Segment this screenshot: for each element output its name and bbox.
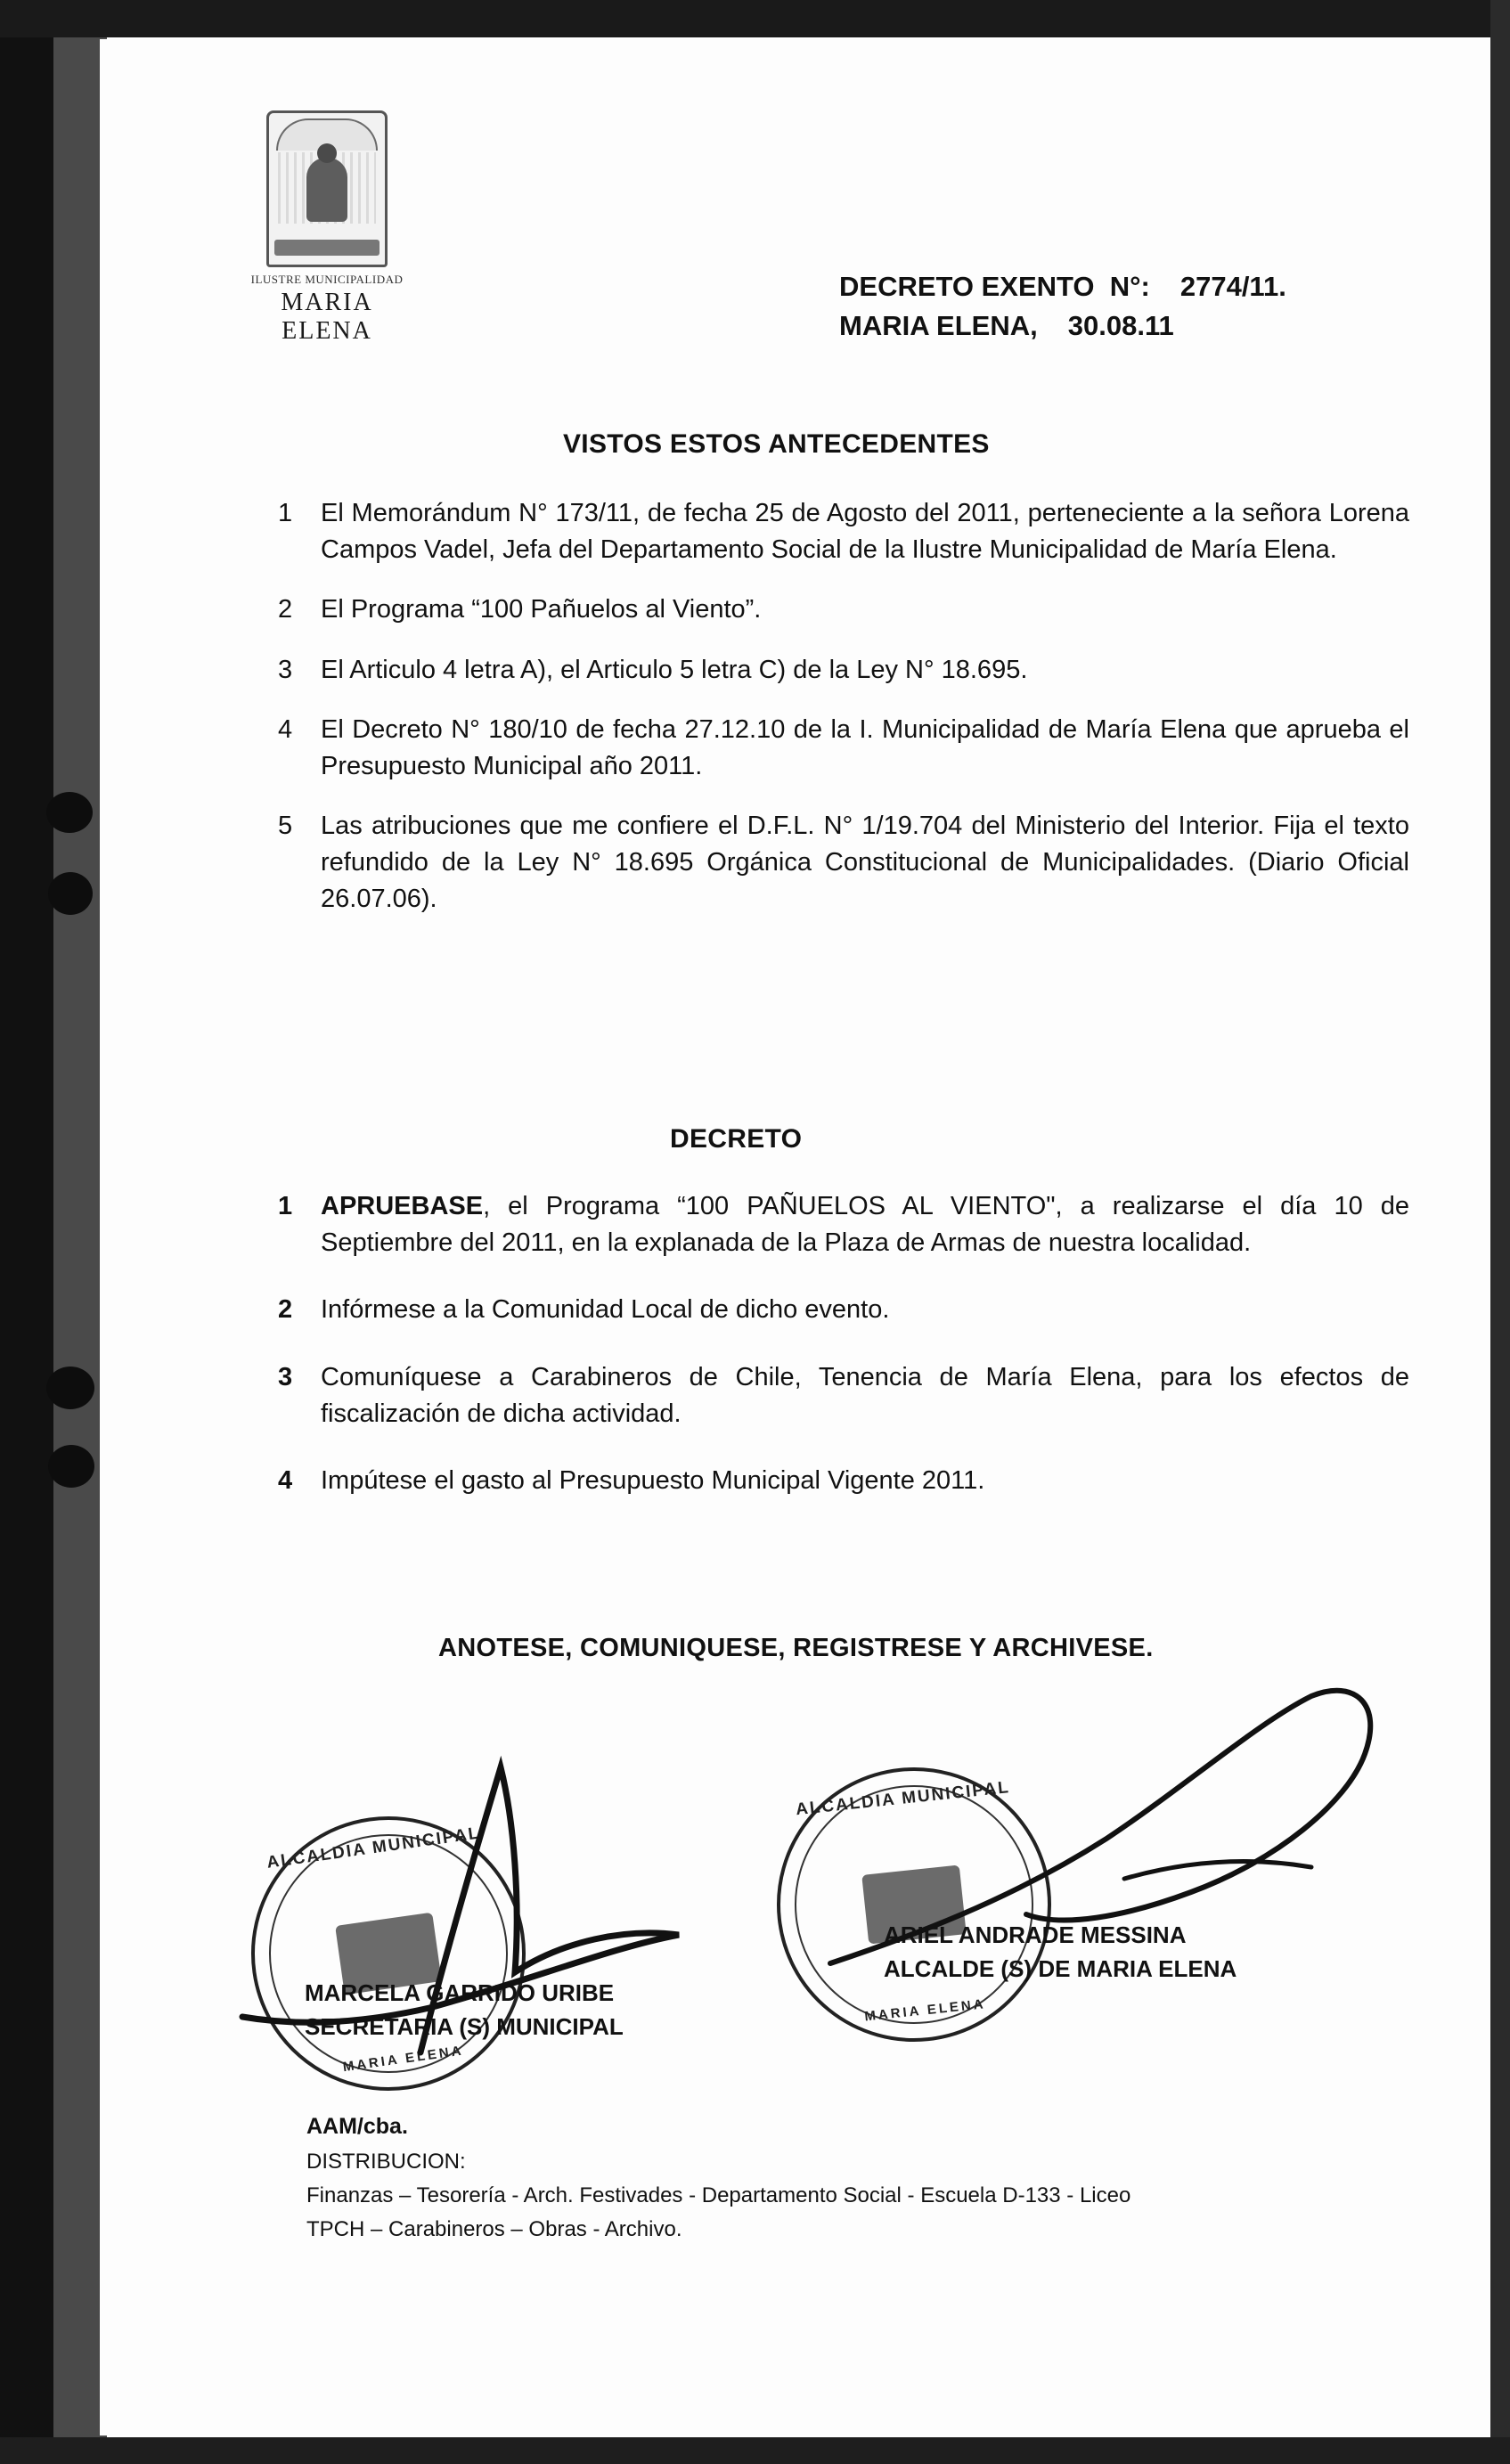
decreto-list [278, 1188, 1409, 1530]
list-item [278, 712, 1409, 785]
list-item [278, 1463, 1409, 1499]
punch-hole [48, 872, 93, 915]
municipal-stamp-icon [233, 1799, 543, 2109]
municipal-stamp-icon [763, 1754, 1065, 2056]
list-item-body: , el Programa “100 PAÑUELOS AL VIENTO", a realizarse el día 10 de Septiembre del 2011, en la explanada de la Plaza de Armas de nuestra localidad. [321, 1192, 1409, 1258]
scan-edge-right [1490, 0, 1510, 2464]
stamp-top-text: ALCALDIA MUNICIPAL [265, 1824, 482, 1872]
signature-name: ARIEL ANDRADE MESSINA [884, 1921, 1187, 1948]
list-item-number: 2 [278, 595, 293, 624]
decree-header [839, 271, 1286, 349]
punch-hole [46, 1367, 94, 1409]
list-item-number: 1 [278, 1192, 293, 1220]
scan-edge-top [0, 0, 1510, 37]
document-sheet [100, 39, 1490, 2435]
letterhead-municipality: MARIA ELENA [281, 289, 373, 345]
decreto-title: DECRETO [670, 1124, 803, 1154]
list-item-number: 3 [278, 1362, 293, 1391]
list-item-number: 2 [278, 1295, 293, 1325]
stamp-top-text: ALCALDIA MUNICIPAL [795, 1778, 1011, 1820]
decree-date: 30.08.11 [1067, 310, 1174, 341]
list-item [278, 1292, 1409, 1328]
list-item-text: Infórmese a la Comunidad Local de dicho evento. [321, 1295, 890, 1325]
list-item-text [321, 1188, 1409, 1261]
municipal-crest-icon [266, 110, 388, 267]
punch-hole [46, 792, 93, 833]
list-item [278, 1188, 1409, 1261]
list-item-text: El Decreto N° 180/10 de fecha 27.12.10 de la I. Municipalidad de María Elena que aprueba el Presupuesto Municipal año 2011. [321, 714, 1409, 780]
list-item-number: 4 [278, 1465, 293, 1495]
list-item [278, 1359, 1409, 1432]
signature-block-right [884, 1919, 1237, 1986]
footer-distribution-label: DISTRIBUCION: [306, 2149, 466, 2174]
list-item-text: Comuníquese a Carabineros de Chile, Tenencia de María Elena, para los efectos de fiscalización de dicha actividad. [321, 1362, 1409, 1428]
list-item-text: El Articulo 4 letra A), el Articulo 5 letra C) de la Ley N° 18.695. [321, 655, 1028, 684]
footer-distribution-line-1: Finanzas – Tesorería - Arch. Festivades - Departamento Social - Escuela D-133 - Liceo [306, 2183, 1131, 2207]
footer-distribution-line-2: TPCH – Carabineros – Obras - Archivo. [306, 2216, 682, 2241]
list-item-number: 1 [278, 499, 293, 527]
scan-edge-bottom [0, 2437, 1510, 2464]
signature-block-left [305, 1977, 624, 2044]
list-item-text: El Memorándum N° 173/11, de fecha 25 de Agosto del 2011, perteneciente a la señora Lorena Campos Vadel, Jefa del Departamento Social de la Ilustre Municipalidad de María Elena. [321, 499, 1409, 565]
decree-city-label: MARIA ELENA, [839, 310, 1038, 341]
list-item-lead: APRUEBASE [321, 1192, 484, 1220]
list-item-text: Impútese el gasto al Presupuesto Municipal Vigente 2011. [321, 1465, 985, 1495]
list-item-number: 4 [278, 714, 293, 744]
list-item [278, 808, 1409, 918]
vistos-list [278, 495, 1409, 942]
punch-hole [48, 1445, 94, 1488]
scan-edge-left-inner [53, 0, 107, 2464]
closing-line: ANOTESE, COMUNIQUESE, REGISTRESE Y ARCHIVESE. [438, 1634, 1154, 1662]
list-item-number: 5 [278, 812, 293, 841]
signature-name: MARCELA GARRIDO URIBE [305, 1979, 615, 2006]
letterhead-institution: ILUSTRE MUNICIPALIDAD [250, 273, 404, 286]
stamp-bottom-text: MARIA ELENA [341, 2043, 465, 2076]
list-item-number: 3 [278, 655, 293, 684]
footer-initials: AAM/cba. [306, 2114, 408, 2139]
vistos-title: VISTOS ESTOS ANTECEDENTES [563, 429, 990, 459]
distribution-footer [306, 2110, 1130, 2246]
list-item-text: El Programa “100 Pañuelos al Viento”. [321, 595, 762, 624]
list-item-text: Las atribuciones que me confiere el D.F.L. N° 1/19.704 del Ministerio del Interior. Fija el texto refundido de la Ley N° 18.695 Orgánica Constitucional de Municipalidades. (Diario Oficial 26.07.06). [321, 812, 1409, 914]
decree-label: DECRETO EXENTO N°: [839, 271, 1150, 302]
list-item [278, 652, 1409, 689]
list-item [278, 592, 1409, 628]
letterhead-logo [242, 110, 412, 346]
list-item [278, 495, 1409, 568]
stamp-bottom-text: MARIA ELENA [863, 1996, 987, 2025]
signature-title: ALCALDE (S) DE MARIA ELENA [884, 1954, 1237, 1982]
signature-title: SECRETARIA (S) MUNICIPAL [305, 2012, 624, 2040]
decree-number: 2774/11. [1179, 271, 1286, 302]
